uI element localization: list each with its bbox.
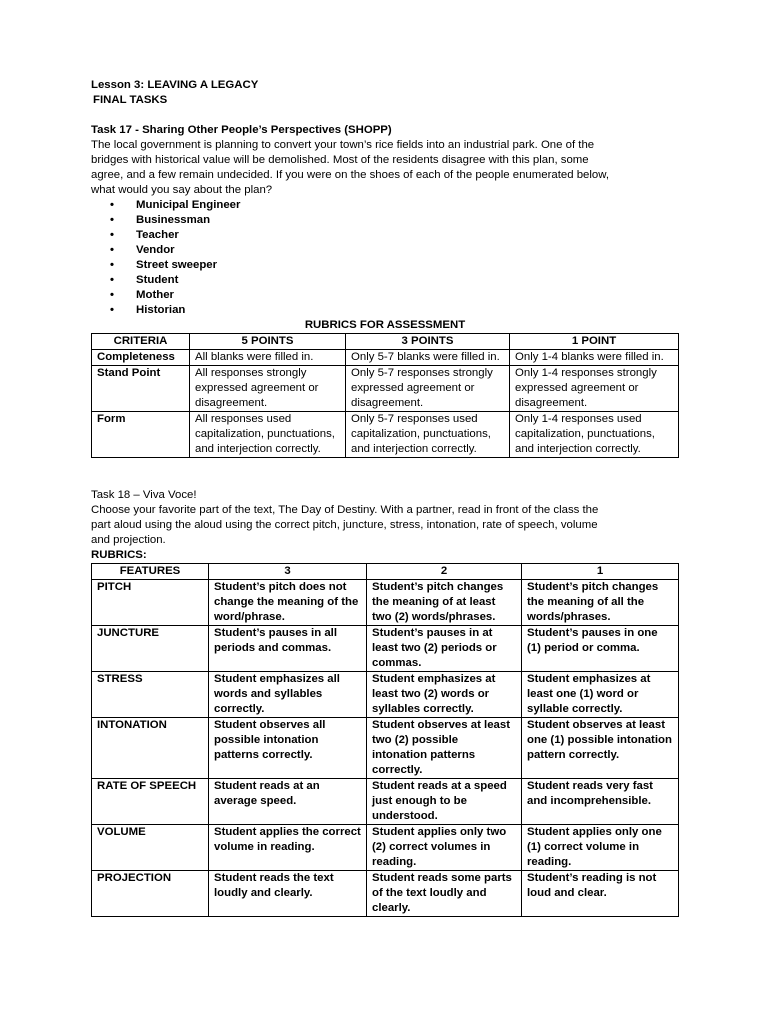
- table-cell: Form: [92, 412, 190, 458]
- table-cell: All blanks were filled in.: [190, 350, 346, 366]
- bullet-icon: •: [110, 289, 114, 301]
- rubric-title: RUBRICS FOR ASSESSMENT: [304, 319, 466, 331]
- table-cell: Student reads the text loudly and clearly.: [209, 871, 367, 917]
- table-cell: Student reads some parts of the text loudly and clearly.: [367, 871, 522, 917]
- table-row: [92, 871, 679, 917]
- table-row: [92, 779, 679, 825]
- column-header: 3: [209, 564, 367, 580]
- bullet-icon: •: [110, 199, 114, 211]
- column-header: CRITERIA: [92, 334, 190, 350]
- table-cell: Student’s pitch changes the meaning of at least two (2) words/phrases.: [367, 580, 522, 626]
- prompt-line: what would you say about the plan?: [91, 184, 273, 196]
- table-cell: Student observes at least one (1) possible intonation pattern correctly.: [522, 718, 679, 779]
- column-header: 3 POINTS: [346, 334, 510, 350]
- list-item: • Student: [110, 274, 179, 286]
- column-header: 2: [367, 564, 522, 580]
- bullet-icon: •: [110, 304, 114, 316]
- table-cell: JUNCTURE: [92, 626, 209, 672]
- table-cell: Only 5-7 responses strongly expressed agreement or disagreement.: [346, 366, 510, 412]
- table-cell: Student emphasizes at least one (1) word or syllable correctly.: [522, 672, 679, 718]
- table-cell: Student applies only one (1) correct volume in reading.: [522, 825, 679, 871]
- table-cell: Student emphasizes at least two (2) words or syllables correctly.: [367, 672, 522, 718]
- table-header-row: [92, 564, 679, 580]
- table-cell: Only 1-4 blanks were filled in.: [510, 350, 679, 366]
- task17-prompt: [91, 138, 679, 198]
- table-cell: Student’s pauses in all periods and commas.: [209, 626, 367, 672]
- bullet-icon: •: [110, 214, 114, 226]
- table-cell: Student’s pauses in one (1) period or comma.: [522, 626, 679, 672]
- column-header: 1: [522, 564, 679, 580]
- bullet-icon: •: [110, 274, 114, 286]
- table-row: [92, 626, 679, 672]
- table-cell: All responses used capitalization, punctuations, and interjection correctly.: [190, 412, 346, 458]
- list-item: • Businessman: [110, 214, 211, 226]
- table-cell: Only 1-4 responses used capitalization, punctuations, and interjection correctly.: [510, 412, 679, 458]
- list-item: • Teacher: [110, 229, 179, 241]
- table-cell: INTONATION: [92, 718, 209, 779]
- prompt-line: part aloud using the aloud using the correct pitch, juncture, stress, intonation, rate of speech, volume: [91, 519, 598, 531]
- table-cell: Only 5-7 blanks were filled in.: [346, 350, 510, 366]
- column-header: 5 POINTS: [190, 334, 346, 350]
- list-item: • Mother: [110, 289, 174, 301]
- column-header: 1 POINT: [510, 334, 679, 350]
- table-cell: Student observes all possible intonation patterns correctly.: [209, 718, 367, 779]
- table-cell: Only 1-4 responses strongly expressed agreement or disagreement.: [510, 366, 679, 412]
- table-row: [92, 350, 679, 366]
- table-cell: Student observes at least two (2) possible intonation patterns correctly.: [367, 718, 522, 779]
- table-cell: Student reads at a speed just enough to be understood.: [367, 779, 522, 825]
- lesson-title: Lesson 3: LEAVING A LEGACY: [91, 79, 259, 91]
- table-cell: Completeness: [92, 350, 190, 366]
- table-cell: Student reads very fast and incomprehensible.: [522, 779, 679, 825]
- table-cell: Only 5-7 responses used capitalization, punctuations, and interjection correctly.: [346, 412, 510, 458]
- bullet-icon: •: [110, 259, 114, 271]
- final-tasks-heading: FINAL TASKS: [93, 94, 168, 106]
- bullet-icon: •: [110, 244, 114, 256]
- table-row: [92, 366, 679, 412]
- table-cell: PROJECTION: [92, 871, 209, 917]
- list-item: • Vendor: [110, 244, 175, 256]
- table-header-row: [92, 334, 679, 350]
- list-item: • Street sweeper: [110, 259, 218, 271]
- table-cell: VOLUME: [92, 825, 209, 871]
- table-row: [92, 718, 679, 779]
- task18-prompt: [91, 503, 679, 548]
- list-item: • Municipal Engineer: [110, 199, 241, 211]
- table-cell: Student’s reading is not loud and clear.: [522, 871, 679, 917]
- table-cell: PITCH: [92, 580, 209, 626]
- table-row: [92, 825, 679, 871]
- table-cell: All responses strongly expressed agreement or disagreement.: [190, 366, 346, 412]
- bullet-icon: •: [110, 229, 114, 241]
- table-cell: Student’s pauses in at least two (2) periods or commas.: [367, 626, 522, 672]
- table-cell: STRESS: [92, 672, 209, 718]
- table-cell: Student emphasizes all words and syllables correctly.: [209, 672, 367, 718]
- prompt-line: The local government is planning to convert your town’s rice fields into an industrial park. One of the: [91, 139, 595, 151]
- prompt-line: bridges with historical value will be demolished. Most of the residents disagree with this plan, some: [91, 154, 589, 166]
- table-cell: Student applies the correct volume in reading.: [209, 825, 367, 871]
- prompt-line: agree, and a few remain undecided. If you were on the shoes of each of the people enumerated below,: [91, 169, 609, 181]
- people-list: [91, 198, 679, 318]
- table-cell: RATE OF SPEECH: [92, 779, 209, 825]
- document-page: [91, 78, 679, 917]
- table-row: [92, 580, 679, 626]
- task17-title: Task 17 - Sharing Other People’s Perspectives (SHOPP): [91, 124, 392, 136]
- rubric-table-task18: [91, 563, 679, 917]
- rubric-table-task17: [91, 333, 679, 458]
- table-cell: Stand Point: [92, 366, 190, 412]
- prompt-line: Choose your favorite part of the text, The Day of Destiny. With a partner, read in front of the class the: [91, 504, 599, 516]
- table-cell: Student’s pitch does not change the meaning of the word/phrase.: [209, 580, 367, 626]
- rubrics-label: RUBRICS:: [91, 549, 147, 561]
- list-item: • Historian: [110, 304, 186, 316]
- table-row: [92, 412, 679, 458]
- task18-title: Task 18 – Viva Voce!: [91, 489, 197, 501]
- table-cell: Student reads at an average speed.: [209, 779, 367, 825]
- column-header: FEATURES: [92, 564, 209, 580]
- table-cell: Student applies only two (2) correct volumes in reading.: [367, 825, 522, 871]
- prompt-line: and projection.: [91, 534, 166, 546]
- table-cell: Student’s pitch changes the meaning of all the words/phrases.: [522, 580, 679, 626]
- table-row: [92, 672, 679, 718]
